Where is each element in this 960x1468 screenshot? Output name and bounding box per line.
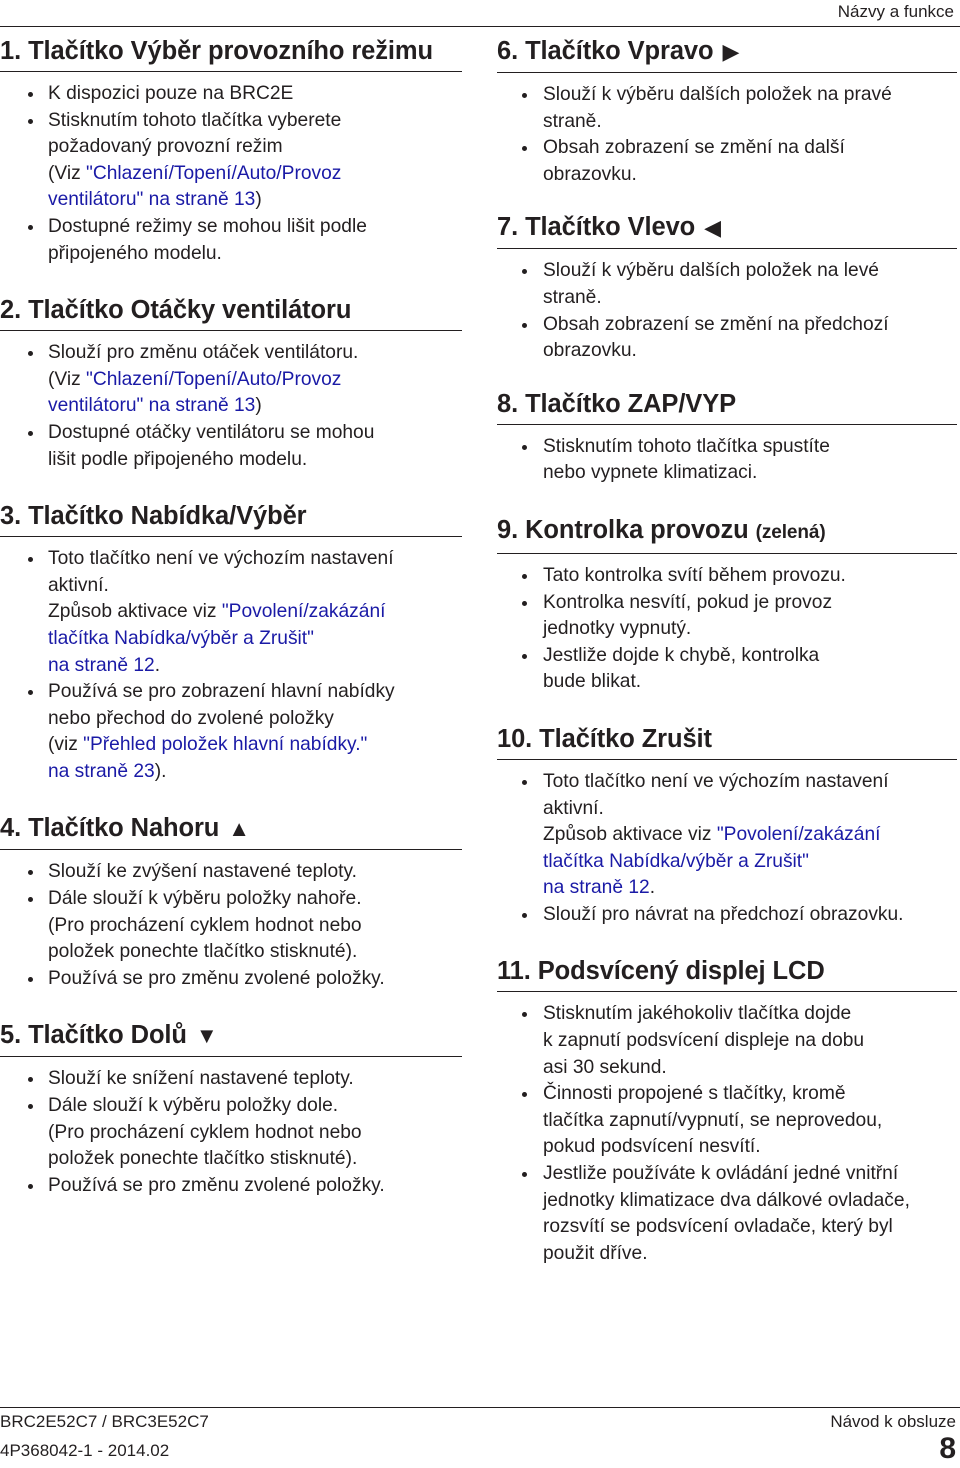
- list-item: Jestliže používáte k ovládání jedné vnitřní: [497, 1161, 957, 1188]
- footer-divider: [0, 1407, 960, 1408]
- section-title-text: Tlačítko Nahoru: [28, 814, 220, 843]
- triangle-down-icon: ▼: [195, 1023, 218, 1049]
- bullet-list: [497, 258, 957, 364]
- section-title-note: (zelená): [755, 521, 826, 543]
- section-title: [0, 295, 462, 331]
- section-title-text: Tlačítko ZAP/VYP: [525, 389, 737, 418]
- text: (viz: [48, 734, 84, 756]
- header-divider: [0, 26, 960, 27]
- list-item: K dispozici pouze na BRC2E: [0, 81, 462, 108]
- list-item-continuation: [0, 367, 462, 394]
- list-item-continuation: [0, 759, 462, 786]
- list-item-continuation: položek ponechte tlačítko stisknuté).: [48, 941, 358, 963]
- right-column: [497, 36, 957, 1267]
- section-number: 4.: [0, 814, 22, 843]
- page-section-label: Názvy a funkce: [837, 2, 954, 21]
- list-item: Obsah zobrazení se změní na předchozí: [497, 312, 957, 339]
- list-item: Toto tlačítko není ve výchozím nastavení: [497, 769, 957, 796]
- list-item-continuation: [0, 161, 462, 188]
- text: ): [255, 189, 262, 211]
- list-item: Používá se pro zobrazení hlavní nabídky: [0, 679, 462, 706]
- list-item: Dále slouží k výběru položky nahoře.: [0, 886, 462, 913]
- section-10: [497, 724, 957, 929]
- list-item-continuation: [497, 875, 957, 902]
- list-item: Používá se pro změnu zvolené položky.: [0, 966, 462, 993]
- list-item-continuation: [0, 599, 462, 626]
- list-item-continuation: aktivní.: [48, 574, 109, 596]
- list-item-continuation: obrazovku.: [543, 340, 637, 362]
- text: Způsob aktivace viz: [543, 824, 717, 846]
- list-item: Obsah zobrazení se změní na další: [497, 135, 957, 162]
- text: ): [255, 395, 262, 417]
- section-title: [497, 724, 957, 760]
- section-title-text: Tlačítko Vpravo: [525, 37, 714, 65]
- cross-reference-link[interactable]: na straně 12: [48, 654, 155, 676]
- bullet-list: [497, 82, 957, 188]
- list-item-continuation: obrazovku.: [543, 163, 637, 185]
- list-item-continuation: asi 30 sekund.: [543, 1056, 667, 1078]
- bullet-list: [497, 1001, 957, 1267]
- list-item-continuation: nebo vypnete klimatizaci.: [543, 462, 758, 484]
- list-item: Kontrolka nesvítí, pokud je provoz: [497, 590, 957, 617]
- text: .: [154, 654, 161, 676]
- text: (Viz: [48, 162, 87, 184]
- section-title-text: Tlačítko Zrušit: [539, 724, 712, 753]
- list-item-continuation: straně.: [543, 286, 602, 308]
- list-item: Toto tlačítko není ve výchozím nastavení: [0, 546, 462, 573]
- cross-reference-link[interactable]: "Chlazení/Topení/Auto/Provoz: [86, 162, 342, 184]
- section-9: [497, 515, 957, 696]
- section-title-text: Kontrolka provozu: [525, 515, 749, 544]
- list-item-continuation: [0, 732, 462, 759]
- section-title: [0, 1020, 462, 1057]
- list-item-continuation: aktivní.: [543, 797, 604, 819]
- list-item-continuation: bude blikat.: [543, 671, 642, 693]
- list-item-continuation: připojeného modelu.: [48, 242, 222, 264]
- list-item: Slouží pro změnu otáček ventilátoru.: [0, 340, 462, 367]
- section-number: 7.: [497, 213, 519, 242]
- footer-doc-code: 4P368042-1 - 2014.02: [0, 1441, 170, 1460]
- list-item: Stisknutím jakéhokoliv tlačítka dojde: [497, 1001, 957, 1028]
- list-item-continuation: pokud podsvícení nesvítí.: [543, 1136, 761, 1158]
- list-item: Používá se pro změnu zvolené položky.: [0, 1173, 462, 1200]
- triangle-left-icon: ◀: [704, 215, 721, 241]
- section-number: 11.: [497, 957, 531, 986]
- footer-model: BRC2E52C7 / BRC3E52C7: [0, 1412, 209, 1431]
- section-title-text: Podsvícený displej LCD: [537, 957, 825, 986]
- cross-reference-link[interactable]: "Chlazení/Topení/Auto/Provoz: [86, 368, 342, 390]
- list-item-continuation: požadovaný provozní režim: [48, 136, 283, 158]
- section-number: 5.: [0, 1021, 22, 1050]
- list-item-continuation: jednotky vypnutý.: [543, 618, 692, 640]
- list-item: Jestliže dojde k chybě, kontrolka: [497, 643, 957, 670]
- section-6: [497, 36, 957, 188]
- section-title: [0, 36, 462, 72]
- list-item-continuation: [0, 393, 462, 420]
- list-item-continuation: [497, 822, 957, 849]
- cross-reference-link[interactable]: na straně 23: [48, 760, 155, 782]
- section-title-text: Tlačítko Nabídka/Výběr: [28, 502, 307, 531]
- cross-reference-link[interactable]: "Povolení/zakázání: [221, 601, 386, 623]
- text: (Viz: [48, 368, 87, 390]
- triangle-right-icon: ▶: [722, 39, 740, 64]
- list-item-continuation: nebo přechod do zvolené položky: [48, 707, 334, 729]
- bullet-list: [497, 769, 957, 929]
- list-item-continuation: položek ponechte tlačítko stisknuté).: [48, 1148, 358, 1170]
- list-item: Dostupné režimy se mohou lišit podle: [0, 214, 462, 241]
- list-item: Slouží k výběru dalších položek na levé: [497, 258, 957, 285]
- section-title: [497, 515, 957, 554]
- list-item-continuation: [0, 653, 462, 680]
- list-item: Stisknutím tohoto tlačítka spustíte: [497, 434, 957, 461]
- bullet-list: [0, 81, 462, 267]
- list-item-continuation: k zapnutí podsvícení displeje na dobu: [543, 1030, 865, 1052]
- section-title: [497, 212, 957, 249]
- section-title: [0, 813, 462, 850]
- list-item-continuation: (Pro procházení cyklem hodnot nebo: [48, 1121, 362, 1143]
- list-item: Stisknutím tohoto tlačítka vyberete: [0, 108, 462, 135]
- section-number: 3.: [0, 502, 22, 531]
- list-item: Dále slouží k výběru položky dole.: [0, 1093, 462, 1120]
- triangle-up-icon: ▲: [228, 816, 250, 842]
- list-item-continuation: [0, 187, 462, 214]
- list-item-continuation: rozsvítí se podsvícení ovladače, který byl: [543, 1216, 893, 1238]
- section-2: [0, 295, 462, 473]
- left-column: [0, 36, 462, 1199]
- section-number: 6.: [497, 37, 519, 65]
- section-1: [0, 36, 462, 267]
- section-7: [497, 212, 957, 364]
- bullet-list: [0, 859, 462, 992]
- section-3: [0, 501, 462, 785]
- list-item: Slouží pro návrat na předchozí obrazovku.: [497, 902, 957, 929]
- list-item: Slouží k výběru dalších položek na pravé: [497, 82, 957, 109]
- bullet-list: [0, 1066, 462, 1199]
- text: .: [649, 877, 656, 899]
- list-item-continuation: jednotky klimatizace dva dálkové ovladače,: [543, 1189, 910, 1211]
- section-number: 9.: [497, 515, 519, 544]
- section-11: [497, 956, 957, 1267]
- section-title: [0, 501, 462, 537]
- bullet-list: [0, 546, 462, 785]
- list-item-continuation: lišit podle připojeného modelu.: [48, 448, 308, 470]
- section-title: [497, 389, 957, 425]
- list-item: Činnosti propojené s tlačítky, kromě: [497, 1081, 957, 1108]
- list-item-continuation: [497, 849, 957, 876]
- cross-reference-link[interactable]: "Přehled položek hlavní nabídky.": [83, 734, 368, 756]
- bullet-list: [497, 563, 957, 696]
- cross-reference-link[interactable]: tlačítka Nabídka/výběr a Zrušit": [543, 850, 809, 872]
- section-number: 1.: [0, 37, 22, 65]
- cross-reference-link[interactable]: tlačítka Nabídka/výběr a Zrušit": [48, 627, 314, 649]
- section-title: [497, 956, 957, 992]
- list-item: Slouží ke snížení nastavené teploty.: [0, 1066, 462, 1093]
- bullet-list: [0, 340, 462, 473]
- cross-reference-link[interactable]: ventilátoru" na straně 13: [48, 395, 256, 417]
- list-item-continuation: [0, 626, 462, 653]
- section-5: [0, 1020, 462, 1199]
- text: ).: [154, 760, 167, 782]
- cross-reference-link[interactable]: ventilátoru" na straně 13: [48, 189, 256, 211]
- section-title-text: Tlačítko Dolů: [28, 1021, 187, 1050]
- section-title-text: Tlačítko Výběr provozního režimu: [28, 37, 433, 65]
- cross-reference-link[interactable]: na straně 12: [543, 877, 650, 899]
- section-number: 2.: [0, 296, 22, 325]
- section-number: 8.: [497, 389, 519, 418]
- section-4: [0, 813, 462, 992]
- page-number: 8: [939, 1432, 956, 1465]
- section-title-text: Tlačítko Vlevo: [525, 213, 696, 242]
- section-title-text: Tlačítko Otáčky ventilátoru: [28, 296, 352, 325]
- section-8: [497, 389, 957, 487]
- list-item-continuation: tlačítka zapnutí/vypnutí, se neprovedou,: [543, 1109, 883, 1131]
- list-item: Tato kontrolka svítí během provozu.: [497, 563, 957, 590]
- cross-reference-link[interactable]: "Povolení/zakázání: [716, 824, 881, 846]
- bullet-list: [497, 434, 957, 487]
- list-item-continuation: použit dříve.: [543, 1242, 648, 1264]
- list-item-continuation: straně.: [543, 110, 602, 132]
- section-title: [497, 36, 957, 73]
- footer-manual-title: Návod k obsluze: [830, 1412, 956, 1431]
- section-number: 10.: [497, 724, 533, 753]
- list-item: Slouží ke zvýšení nastavené teploty.: [0, 859, 462, 886]
- list-item: Dostupné otáčky ventilátoru se mohou: [0, 420, 462, 447]
- list-item-continuation: (Pro procházení cyklem hodnot nebo: [48, 914, 362, 936]
- text: Způsob aktivace viz: [48, 601, 222, 623]
